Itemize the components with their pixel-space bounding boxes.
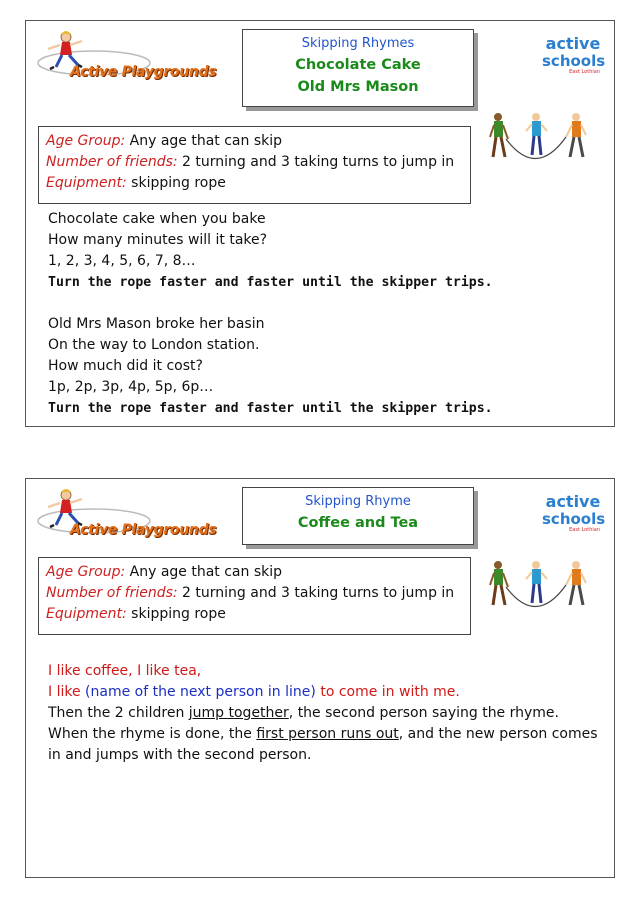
info-box xyxy=(38,126,471,204)
activity-card-chocolate-cake xyxy=(25,20,615,427)
activity-card-coffee-and-tea xyxy=(25,478,615,878)
rhyme-line-1: I like coffee, I like tea, xyxy=(48,663,202,679)
rhyme2-line: On the way to London station. xyxy=(48,337,260,353)
age-group-value: Any age that can skip xyxy=(125,564,283,580)
active-schools-logo-mid: schools xyxy=(542,510,606,528)
skipping-child-icon xyxy=(34,487,217,547)
age-group-label: Age Group: xyxy=(46,133,126,149)
active-schools-logo xyxy=(542,35,604,85)
equipment-value: skipping rope xyxy=(126,606,226,622)
children-with-rope-icon xyxy=(484,557,604,622)
equipment-value: skipping rope xyxy=(126,175,226,191)
active-schools-logo xyxy=(542,493,604,543)
rhyme1-line: 1, 2, 3, 4, 5, 6, 7, 8… xyxy=(48,253,196,269)
equipment-label: Equipment: xyxy=(46,606,127,622)
instruction-underlined: first person runs out xyxy=(256,726,399,742)
rhyme2-line: Old Mrs Mason broke her basin xyxy=(48,316,265,332)
equipment-row xyxy=(46,173,463,194)
friends-row xyxy=(46,152,463,173)
age-group-row xyxy=(46,562,463,583)
rhyme-line-2-end: to come in with me. xyxy=(315,684,460,700)
instruction-text: When the rhyme is done, the xyxy=(48,726,257,742)
friends-value: 2 turning and 3 taking turns to jump in xyxy=(177,585,455,601)
rope-skipping-illustration xyxy=(484,557,604,622)
info-box xyxy=(38,557,471,635)
rhyme-line-2 xyxy=(48,682,598,703)
rhymes-text xyxy=(48,209,493,419)
instruction-text: Then the 2 children xyxy=(48,705,189,721)
skipping-child-icon xyxy=(34,29,217,89)
title-line-2: Old Mrs Mason xyxy=(297,79,419,95)
rhyme2-instruction: Turn the rope faster and faster until the skipper trips. xyxy=(48,401,493,416)
children-with-rope-icon xyxy=(484,109,604,174)
friends-value: 2 turning and 3 taking turns to jump in xyxy=(177,154,455,170)
active-schools-logo-small: East Lothian xyxy=(569,69,600,75)
active-playgrounds-logo xyxy=(34,29,217,89)
age-group-row xyxy=(46,131,463,152)
title-box xyxy=(242,487,474,545)
equipment-label: Equipment: xyxy=(46,175,127,191)
active-playgrounds-logo xyxy=(34,487,217,547)
age-group-value: Any age that can skip xyxy=(125,133,283,149)
title-line-1: Chocolate Cake xyxy=(295,57,421,73)
rhyme1-line: Chocolate cake when you bake xyxy=(48,211,266,227)
rope-skipping-illustration xyxy=(484,109,604,174)
active-schools-logo-mid: schools xyxy=(542,52,606,70)
title-line-1: Coffee and Tea xyxy=(297,515,419,531)
active-playgrounds-title: Active Playgrounds xyxy=(70,64,217,80)
active-schools-logo-top: active xyxy=(545,492,601,511)
active-schools-logo-small: East Lothian xyxy=(569,527,600,533)
rhyme2-line: 1p, 2p, 3p, 4p, 5p, 6p… xyxy=(48,379,214,395)
spacer xyxy=(48,293,493,314)
next-person-note: (name of the next person in line) xyxy=(85,684,316,700)
friends-label: Number of friends: xyxy=(46,154,178,170)
rhyme-line-2-start: I like xyxy=(48,684,86,700)
instruction-line-2 xyxy=(48,724,598,745)
title-subtitle: Skipping Rhymes xyxy=(301,36,415,51)
active-schools-logo-top: active xyxy=(545,34,601,53)
instruction-text: , the second person saying the rhyme. xyxy=(288,705,559,721)
instruction-line-1 xyxy=(48,703,598,724)
friends-label: Number of friends: xyxy=(46,585,178,601)
title-box xyxy=(242,29,474,107)
active-playgrounds-title: Active Playgrounds xyxy=(70,522,217,538)
friends-row xyxy=(46,583,463,604)
equipment-row xyxy=(46,604,463,625)
rhyme1-instruction: Turn the rope faster and faster until the skipper trips. xyxy=(48,275,493,290)
rhyme-text xyxy=(48,661,598,766)
instruction-underlined: jump together xyxy=(188,705,289,721)
rhyme2-line: How much did it cost? xyxy=(48,358,203,374)
rhyme1-line: How many minutes will it take? xyxy=(48,232,268,248)
age-group-label: Age Group: xyxy=(46,564,126,580)
instruction-text: , and the new person comes xyxy=(398,726,598,742)
title-subtitle: Skipping Rhyme xyxy=(305,494,411,509)
instruction-line-3: in and jumps with the second person. xyxy=(48,747,312,763)
